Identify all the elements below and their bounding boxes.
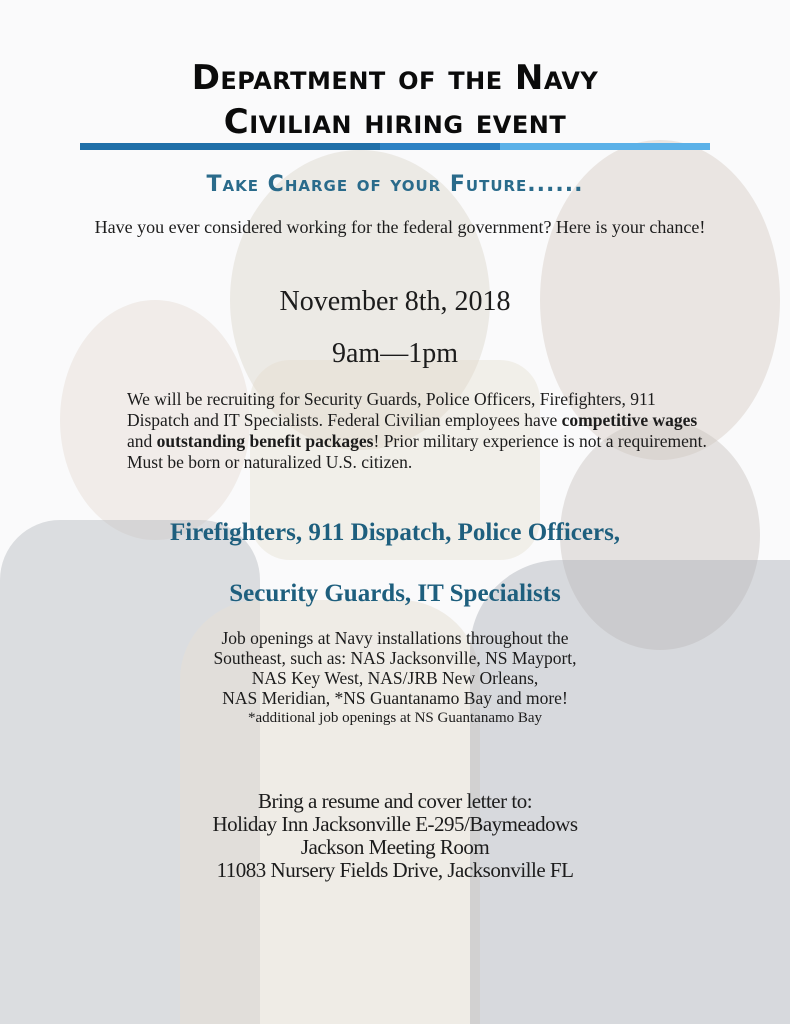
event-date: November 8th, 2018 [279, 286, 511, 317]
location-line: 11083 Nursery Fields Drive, Jacksonville FL [216, 858, 574, 882]
openings-line: Southeast, such as: NAS Jacksonville, NS Mayport, [213, 648, 577, 668]
openings-note: *additional job openings at NS Guantanamo Bay [247, 710, 543, 726]
recruiting-bold-benefits: outstanding benefit packages [156, 431, 374, 451]
title-rule-mid [380, 143, 500, 150]
recruiting-text-2: and [127, 431, 157, 451]
event-time: 9am—1pm [332, 338, 458, 369]
openings-line: NAS Key West, NAS/JRB New Orleans, [251, 668, 539, 688]
job-openings [120, 628, 670, 728]
location-line: Bring a resume and cover letter to: [257, 789, 533, 813]
title-rule-light [500, 143, 710, 150]
recruiting-text-3: ! Prior military experience is not a requirement. Must be born or naturalized U.S. citizen. [127, 431, 707, 472]
recruiting-text-1: We will be recruiting for Security Guards, Police Officers, Firefighters, 911 Dispatch and IT Specialists. Federal Civilian employees have [127, 389, 656, 430]
title-rule-dark [80, 143, 380, 150]
openings-line: NAS Meridian, *NS Guantanamo Bay and more! [222, 688, 568, 708]
recruiting-bold-wages: competitive wages [561, 410, 698, 430]
jobs-line-2: Security Guards, IT Specialists [229, 580, 561, 607]
intro-text: Have you ever considered working for the federal government? Here is your chance! [94, 217, 706, 237]
location-info [120, 790, 670, 882]
title-line-1: Department of the Navy [191, 58, 599, 98]
title-line-2: Civilian hiring event [223, 102, 567, 142]
tagline: Take Charge of your Future...... [206, 172, 584, 197]
location-line: Jackson Meeting Room [300, 835, 490, 859]
openings-line: Job openings at Navy installations throughout the [221, 628, 569, 648]
jobs-line-1: Firefighters, 911 Dispatch, Police Officers, [169, 519, 621, 546]
recruiting-paragraph [127, 389, 707, 473]
location-line: Holiday Inn Jacksonville E-295/Baymeadows [212, 812, 578, 836]
